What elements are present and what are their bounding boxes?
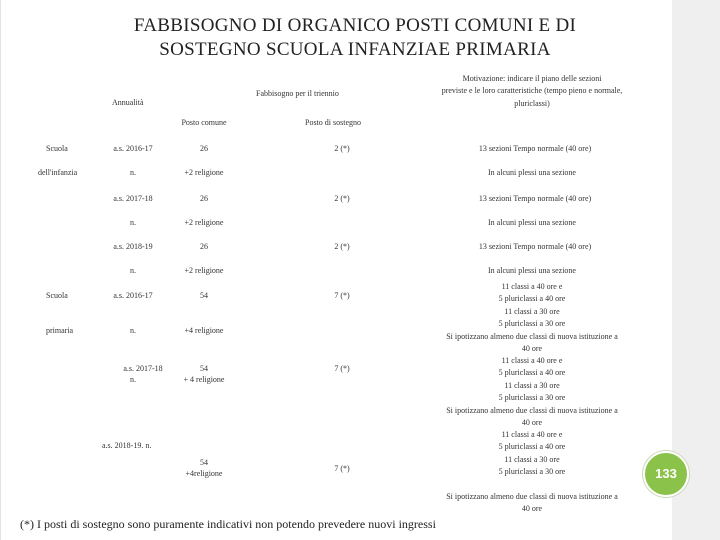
page-title-line-2: SOSTEGNO SCUOLA INFANZIAE PRIMARIA xyxy=(159,39,551,60)
table-cell-year: a.s. 2017-18 xyxy=(123,364,163,373)
motivation-line: 11 classi a 30 ore xyxy=(504,380,560,390)
table-cell-comune: 26 xyxy=(200,242,208,251)
table-cell-sostegno: 2 (*) xyxy=(334,194,350,203)
motivation-block xyxy=(432,281,632,355)
table-cell-year: a.s. 2018-19. n. xyxy=(102,441,152,450)
page-title xyxy=(60,14,650,62)
header-posto-sostegno: Posto di sostegno xyxy=(304,118,362,127)
motivation-line: 40 ore xyxy=(521,504,543,514)
header-motivazione-line-1: Motivazione: indicare il piano delle sezioni xyxy=(462,74,602,83)
table-cell-comune: +2 religione xyxy=(184,266,224,275)
table-cell-year: a.s. 2018-19 xyxy=(113,242,153,251)
label-scuola-infanzia: Scuola xyxy=(46,144,68,153)
motivation-line: 11 classi a 30 ore xyxy=(504,306,560,316)
header-motivazione xyxy=(432,73,632,110)
table-cell-motivation: 13 sezioni Tempo normale (40 ore) xyxy=(478,144,592,153)
table-cell-motivation: In alcuni plessi una sezione xyxy=(488,168,576,177)
label-scuola-primaria: Scuola xyxy=(46,291,68,300)
table-cell-year: n. xyxy=(130,218,136,227)
table-cell-comune: +4 religione xyxy=(184,326,224,335)
table-cell-sostegno: 2 (*) xyxy=(334,144,350,153)
table-cell-year: n. xyxy=(130,375,136,384)
table-cell-comune: 54 xyxy=(200,291,208,300)
page-number-badge: 133 xyxy=(643,451,689,497)
header-annualita: Annualità xyxy=(112,98,144,107)
table-cell-comune: +2 religione xyxy=(184,168,224,177)
table-cell-comune: + 4 religione xyxy=(183,375,225,384)
table-cell-sostegno: 2 (*) xyxy=(334,242,350,251)
motivation-line: Si ipotizzano almeno due classi di nuova istituzione a xyxy=(446,331,618,341)
table-cell-comune: 26 xyxy=(200,194,208,203)
table-cell-motivation: In alcuni plessi una sezione xyxy=(488,266,576,275)
motivation-line xyxy=(432,479,632,491)
frame-left-line xyxy=(0,0,1,540)
motivation-line: 11 classi a 40 ore e xyxy=(501,356,563,365)
motivation-block xyxy=(432,355,632,429)
header-posto-comune: Posto comune xyxy=(181,118,227,127)
label-dell-infanzia: dell'infanzia xyxy=(38,168,78,177)
table-cell-year: a.s. 2017-18 xyxy=(113,194,153,203)
table-cell-comune: +2 religione xyxy=(184,218,224,227)
table-cell-year: n. xyxy=(130,168,136,177)
table-cell-motivation: In alcuni plessi una sezione xyxy=(488,218,576,227)
table-cell-year: n. xyxy=(130,266,136,275)
motivation-line: 11 classi a 40 ore e xyxy=(501,282,563,291)
motivation-line: 11 classi a 30 ore xyxy=(504,454,560,464)
table-cell-comune: 54 xyxy=(200,364,208,373)
table-cell-year: a.s. 2016-17 xyxy=(113,291,153,300)
table-cell-year: a.s. 2016-17 xyxy=(113,144,153,153)
table-cell-sostegno: 7 (*) xyxy=(334,364,350,373)
header-fabbisogno: Fabbisogno per il triennio xyxy=(256,89,339,98)
table-cell-comune: +4religione xyxy=(185,469,223,478)
header-motivazione-line-2: previste e le loro caratteristiche (tempo pieno e normale, pluriclassi) xyxy=(441,86,623,108)
label-primaria: primaria xyxy=(46,326,74,335)
motivation-line: 5 pluriclassi a 30 ore xyxy=(498,319,566,329)
motivation-line: 5 pluriclassi a 30 ore xyxy=(498,467,566,477)
footnote: (*) I posti di sostegno sono puramente indicativi non potendo prevedere nuovi ingressi xyxy=(20,517,436,531)
table-cell-comune: 54 xyxy=(200,458,208,467)
motivation-line: 5 pluriclassi a 30 ore xyxy=(498,393,566,403)
motivation-line: Si ipotizzano almeno due classi di nuova istituzione a xyxy=(446,492,618,502)
table-cell-year: n. xyxy=(130,326,136,335)
table-cell-comune: 26 xyxy=(200,144,208,153)
table-cell-sostegno: 7 (*) xyxy=(334,291,350,300)
motivation-block xyxy=(432,429,632,516)
motivation-line: 5 pluriclassi a 40 ore xyxy=(498,442,566,452)
motivation-line: 40 ore xyxy=(521,418,543,428)
motivation-line: 40 ore xyxy=(521,344,543,354)
table-cell-motivation: 13 sezioni Tempo normale (40 ore) xyxy=(478,194,592,203)
motivation-line: Si ipotizzano almeno due classi di nuova istituzione a xyxy=(446,405,618,415)
table-cell-motivation: 13 sezioni Tempo normale (40 ore) xyxy=(478,242,592,251)
motivation-line: 5 pluriclassi a 40 ore xyxy=(498,368,566,378)
table-cell-sostegno: 7 (*) xyxy=(334,464,350,473)
motivation-line: 5 pluriclassi a 40 ore xyxy=(498,294,566,304)
motivation-line: 11 classi a 40 ore e xyxy=(501,430,563,439)
page-title-line-1: FABBISOGNO DI ORGANICO POSTI COMUNI E DI xyxy=(133,15,577,36)
